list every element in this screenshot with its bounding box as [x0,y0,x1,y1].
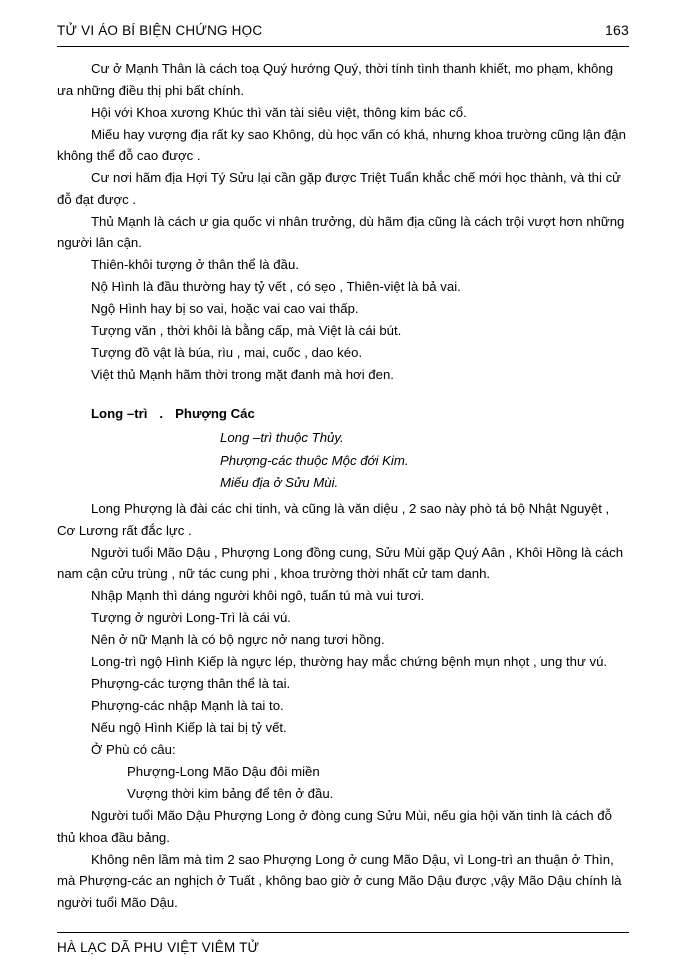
paragraph: Thủ Mạnh là cách ư gia quốc vi nhân trưởng, dù hãm địa cũng là cách trội vượt hơn những người lân cận. [57,213,625,250]
paragraph: Người tuổi Mão Dậu Phượng Long ở đòng cung Sửu Mùi, nếu gia hội văn tinh là cách đỗ thủ khoa đầu bảng. [57,808,612,845]
paragraph: Nên ở nữ Mạnh là có bộ ngực nở nang tươi hồng. [91,632,385,647]
paragraph: Cư ở Mạnh Thân là cách toạ Quý hướng Quý, thời tính tình thanh khiết, mo phạm, không ưa những điều thị phi bất chính. [57,61,614,98]
paragraph: Tượng văn , thời khôi là bằng cấp, mà Việt là cái bút. [91,323,402,338]
paragraph: Cư nơi hãm địa Hợi Tý Sửu lại cần gặp được Triệt Tuẩn khắc chế mới học thành, và thi cử đỗ đạt được . [57,170,621,207]
paragraph: Miếu hay vượng địa rất ky sao Không, dù học vấn có khá, nhưng khoa trường cũng lận đận không thể đỗ cao được . [57,126,626,163]
page-footer: HÀ LẠC DÃ PHU VIỆT VIÊM TỬ [57,940,260,955]
italic-note: Long –trì thuộc Thủy. [220,430,344,445]
verse-line: Vượng thời kim bảng để tên ở đầu. [127,786,334,801]
paragraph: Ở Phù có câu: [91,742,176,757]
header-divider [57,46,629,47]
verse-line: Phượng-Long Mão Dậu đôi miền [127,764,320,779]
paragraph: Long Phượng là đài các chi tinh, và cũng là văn diệu , 2 sao này phò tá bộ Nhật Nguyệt , Cơ Lương rất đắc lực . [57,501,610,538]
footer-divider [57,932,629,933]
header-page-number: 163 [605,22,629,38]
italic-note: Phượng-các thuộc Mộc đới Kim. [220,452,409,468]
paragraph: Long-trì ngộ Hình Kiếp là ngực lép, thường hay mắc chứng bệnh mụn nhọt , ung thư vú. [91,654,608,669]
paragraph: Phượng-các tượng thân thể là tai. [91,676,291,691]
paragraph: Việt thủ Mạnh hãm thời trong mặt đanh mà hơi đen. [91,367,394,382]
page-body [57,58,629,914]
paragraph: Người tuổi Mão Dậu , Phượng Long đồng cung, Sửu Mùi gặp Quý Aân , Khôi Hồng là cách nam cận cửu trùng , nữ tác cung phi , khoa trường thời nhất cử tam danh. [57,544,624,581]
section-heading-part2: Phượng Các [175,405,255,421]
paragraph: Hội với Khoa xương Khúc thì văn tài siêu việt, thông kim bác cổ. [91,104,467,120]
paragraph: Nhập Mạnh thì dáng người khôi ngô, tuấn tú mà vui tươi. [91,588,425,603]
section-heading-part1: Long –trì [91,405,148,421]
paragraph: Phượng-các nhập Mạnh là tai to. [91,698,284,713]
header-running-title: TỬ VI ÁO BÍ BIỆN CHỨNG HỌC [57,23,263,38]
paragraph: Tượng ở người Long-Trì là cái vú. [91,610,291,625]
section-heading-separator: . [159,405,164,421]
paragraph: Tượng đồ vật là búa, rìu , mai, cuốc , dao kéo. [91,345,363,360]
paragraph: Không nên lầm mà tìm 2 sao Phượng Long ở cung Mão Dậu, vì Long-trì an thuận ở Thìn, mà Phượng-các an nghịch ở Tuất , không bao giờ ở cung Mão Dậu được ,vậy Mão Dậu chính là người tuổi Mão Dậu. [57,851,622,910]
paragraph: Nếu ngộ Hình Kiếp là tai bị tỷ vết. [91,720,287,735]
paragraph: Ngộ Hình hay bị so vai, hoặc vai cao vai thấp. [91,301,359,316]
paragraph: Thiên-khôi tượng ở thân thể là đầu. [91,257,299,272]
page-header [57,22,629,38]
paragraph: Nộ Hình là đầu thường hay tỷ vết , có sẹo , Thiên-việt là bả vai. [91,279,461,294]
section-heading [57,403,629,425]
italic-note: Miếu địa ở Sửu Mùi. [220,475,339,490]
